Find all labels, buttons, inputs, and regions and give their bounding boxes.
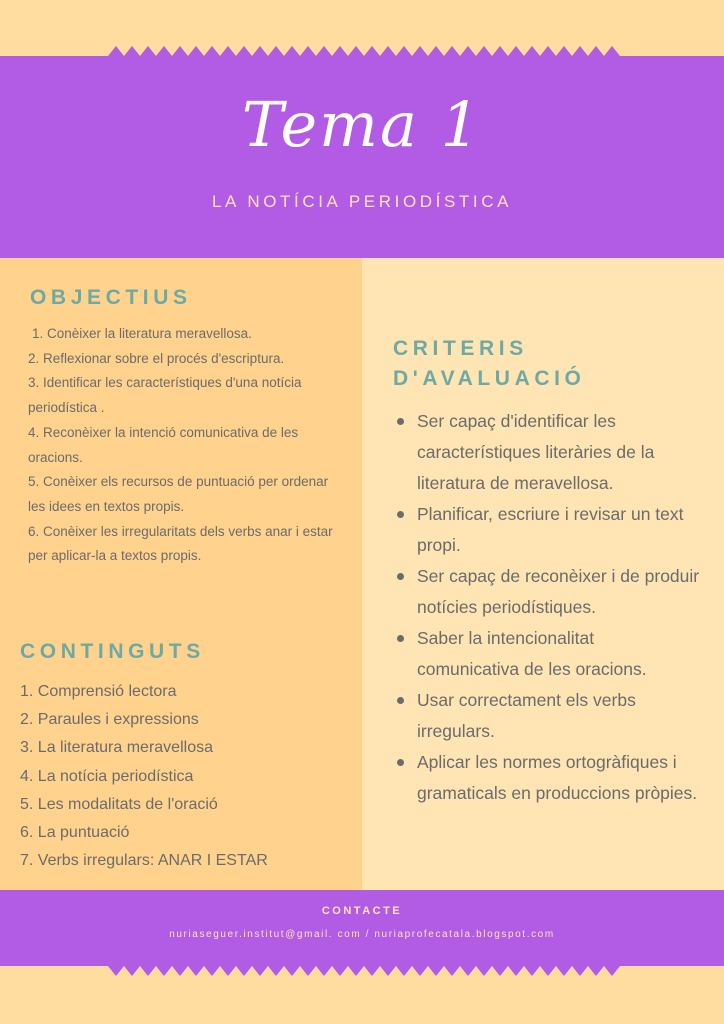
continguts-item: 4. La notícia periodística <box>20 767 194 785</box>
continguts-item: 5. Les modalitats de l'oració <box>20 795 218 813</box>
objectius-item: 1. Conèixer la literatura meravellosa. <box>32 326 252 341</box>
continguts-item: 7. Verbs irregulars: ANAR I ESTAR <box>20 852 268 870</box>
criteris-item: Ser capaç de reconèixer i de produir notícies periodístiques. <box>395 561 700 623</box>
objectius-list <box>28 322 344 569</box>
objectius-item: 5. Conèixer els recursos de puntuació per ordenar les idees en textos propis. <box>28 474 329 514</box>
page-subtitle: LA NOTÍCIA PERIODÍSTICA <box>211 192 513 211</box>
continguts-item: 2. Paraules i expressions <box>20 711 199 729</box>
contact-title: CONTACTE <box>321 905 403 917</box>
continguts-item: 6. La puntuació <box>20 824 130 842</box>
continguts-item: 3. La literatura meravellosa <box>20 739 213 757</box>
criteris-item: Planificar, escriure i revisar un text propi. <box>395 499 700 561</box>
criteris-item: Aplicar les normes ortogràfiques i gramaticals en produccions pròpies. <box>395 747 700 809</box>
objectius-heading: OBJECTIUS <box>30 286 192 309</box>
objectius-item: 6. Conèixer les irregularitats dels verbs anar i estar per aplicar-la a textos propis. <box>28 523 333 564</box>
objectius-item: 3. Identificar les característiques d'una notícia periodística . <box>28 375 302 416</box>
contact-info: nuriaseguer.institut@gmail. com / nuriaprofecatala.blogspot.com <box>169 929 555 940</box>
criteris-item: Usar correctament els verbs irregulars. <box>395 685 700 747</box>
criteris-item: Ser capaç d'identificar les característiques literàries de la literatura de meravellosa. <box>395 406 700 499</box>
page-title: Tema 1 <box>241 88 483 161</box>
criteris-list <box>395 406 700 809</box>
footer-banner <box>0 890 724 966</box>
bottom-zigzag-border <box>0 965 724 978</box>
continguts-list <box>20 678 350 875</box>
objectius-item: 2. Reflexionar sobre el procés d'escriptura. <box>28 350 285 366</box>
criteris-heading: CRITERIS D'AVALUACIÓ <box>393 337 586 390</box>
objectius-item: 4. Reconèixer la intenció comunicativa de les oracions. <box>28 424 299 465</box>
continguts-heading: CONTINGUTS <box>20 640 205 663</box>
criteris-item: Saber la intencionalitat comunicativa de les oracions. <box>395 623 700 685</box>
continguts-item: 1. Comprensió lectora <box>20 683 177 700</box>
